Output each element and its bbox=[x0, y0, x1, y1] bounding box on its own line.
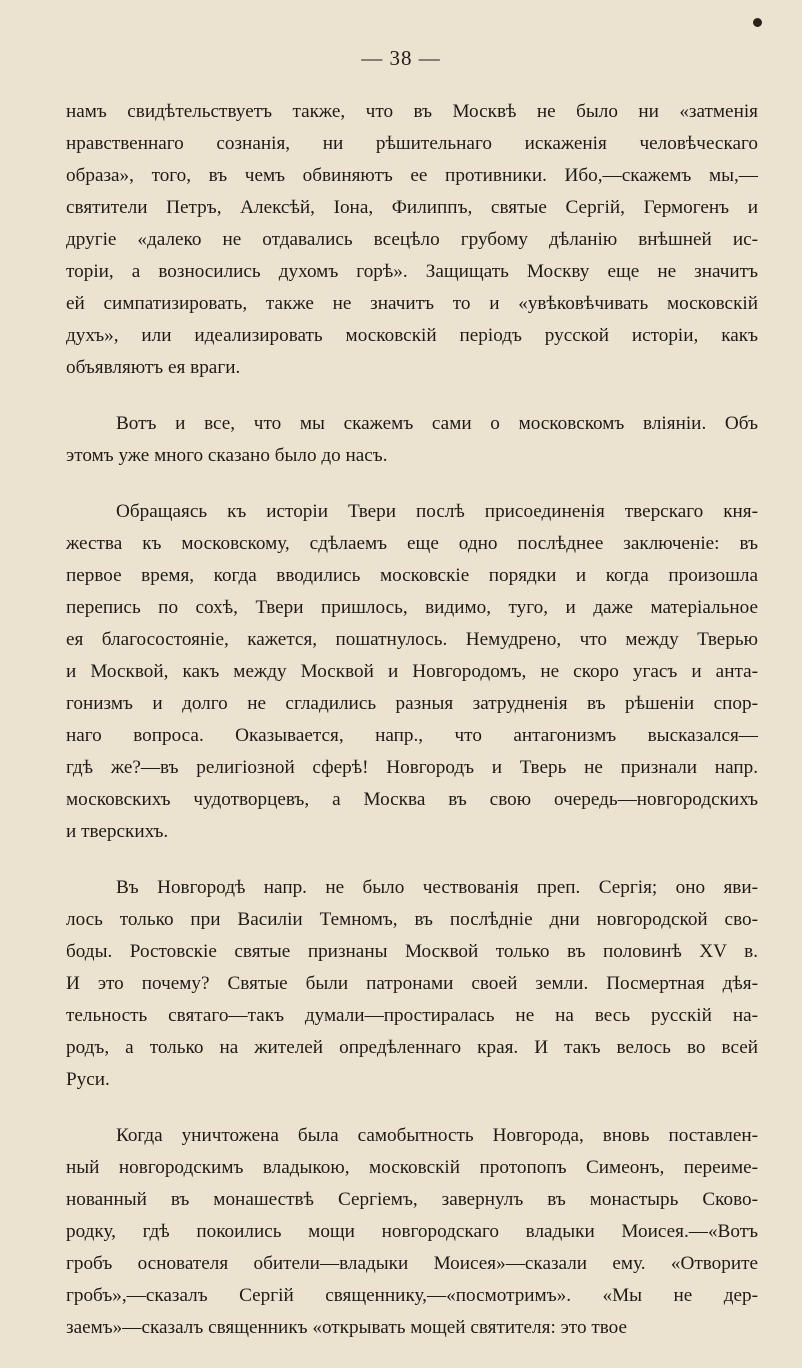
ink-dot bbox=[753, 18, 762, 27]
paragraph bbox=[66, 408, 758, 472]
text-line: Вотъ и все, что мы скажемъ сами о московскомъ вліяніи. Объ bbox=[116, 413, 758, 434]
text-line: наго вопроса. Оказывается, напр., что антагонизмъ высказался— bbox=[66, 725, 758, 746]
text-line: Въ Новгородѣ напр. не было чествованія преп. Сергія; оно яви- bbox=[116, 877, 758, 898]
text-line: гонизмъ и долго не сгладились разныя затрудненія въ рѣшеніи спор- bbox=[66, 693, 758, 714]
page-number: — 38 — bbox=[361, 46, 441, 70]
text-line: гробъ»,—сказалъ Сергій священнику,—«посмотримъ». «Мы не дер- bbox=[66, 1285, 758, 1306]
text-line: Руси. bbox=[66, 1069, 110, 1090]
text-line: и тверскихъ. bbox=[66, 821, 169, 842]
text-line: заемъ»—сказалъ священникъ «открывать мощей святителя: это твое bbox=[66, 1317, 627, 1338]
text-line: и Москвой, какъ между Москвой и Новгородомъ, не скоро угасъ и анта- bbox=[66, 661, 758, 682]
text-line: жества къ московскому, сдѣлаемъ еще одно послѣднее заключеніе: въ bbox=[66, 533, 758, 554]
paragraph bbox=[66, 1120, 758, 1344]
text-line: другіе «далеко не отдавались всецѣло грубому дѣланію внѣшней ис- bbox=[66, 229, 758, 250]
text-line: торіи, а возносились духомъ горѣ». Защищать Москву еще не значитъ bbox=[66, 261, 758, 282]
text-line: родъ, а только на жителей опредѣленнаго края. И такъ велось во всей bbox=[66, 1037, 758, 1058]
text-line: ный новгородскимъ владыкою, московскій протопопъ Симеонъ, переиме- bbox=[66, 1157, 758, 1178]
text-line: гдѣ же?—въ религіозной сферѣ! Новгородъ и Тверь не признали напр. bbox=[66, 757, 758, 778]
text-line: тельность святаго—такъ думали—простиралась не на весь русскій на- bbox=[66, 1005, 758, 1026]
text-line: образа», того, въ чемъ обвиняютъ ее противники. Ибо,—скажемъ мы,— bbox=[66, 165, 758, 186]
text-line: И это почему? Святые были патронами своей земли. Посмертная дѣя- bbox=[66, 973, 758, 994]
text-line: нованный въ монашествѣ Сергіемъ, завернулъ въ монастырь Сково- bbox=[66, 1189, 758, 1210]
text-line: духъ», или идеализировать московскій періодъ русской исторіи, какъ bbox=[66, 325, 758, 346]
paragraph bbox=[66, 496, 758, 848]
text-line: боды. Ростовскіе святые признаны Москвой только въ половинѣ XV в. bbox=[66, 941, 758, 962]
text-line: первое время, когда вводились московскіе порядки и когда произошла bbox=[66, 565, 758, 586]
text-line: святители Петръ, Алексѣй, Іона, Филиппъ, святые Сергій, Гермогенъ и bbox=[66, 197, 758, 218]
text-line: ея благосостояніе, кажется, пошатнулось. Немудрено, что между Тверью bbox=[66, 629, 758, 650]
text-line: ей симпатизировать, также не значитъ то и «увѣковѣчивать московскій bbox=[66, 293, 758, 314]
paragraph bbox=[66, 872, 758, 1096]
body-text bbox=[66, 96, 758, 1368]
text-line: объявляютъ ея враги. bbox=[66, 357, 241, 378]
text-line: московскихъ чудотворцевъ, а Москва въ свою очередь—новгородскихъ bbox=[66, 789, 758, 810]
text-line: намъ свидѣтельствуетъ также, что въ Москвѣ не было ни «затменія bbox=[66, 101, 758, 122]
text-line: перепись по сохѣ, Твери пришлось, видимо, туго, и даже матеріальное bbox=[66, 597, 758, 618]
text-line: Обращаясь къ исторіи Твери послѣ присоединенія тверскаго кня- bbox=[116, 501, 758, 522]
text-line: этомъ уже много сказано было до насъ. bbox=[66, 445, 388, 466]
text-line: родку, гдѣ покоились мощи новгородскаго владыки Моисея.—«Вотъ bbox=[66, 1221, 758, 1242]
text-line: нравственнаго сознанія, ни рѣшительнаго искаженія человѣческаго bbox=[66, 133, 758, 154]
text-line: Когда уничтожена была самобытность Новгорода, вновь поставлен- bbox=[116, 1125, 758, 1146]
text-line: лось только при Василіи Темномъ, въ послѣдніе дни новгородской сво- bbox=[66, 909, 758, 930]
text-line: гробъ основателя обители—владыки Моисея»—сказали ему. «Отворите bbox=[66, 1253, 758, 1274]
paragraph bbox=[66, 96, 758, 384]
